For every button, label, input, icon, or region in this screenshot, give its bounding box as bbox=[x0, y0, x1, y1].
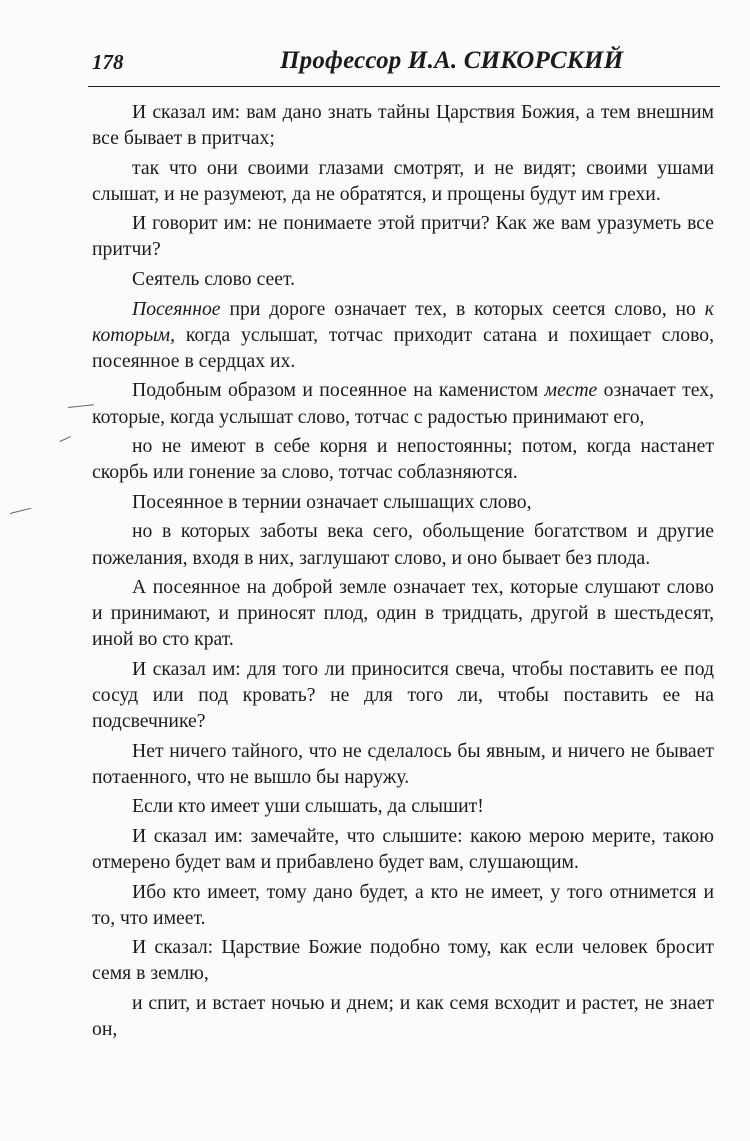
paragraph bbox=[92, 738, 714, 790]
text-run: когда услышат, тотчас приходит сатана и похищает слово, посеянное в сердцах их. bbox=[92, 323, 714, 372]
text-run: Нет ничего тайного, что не сделалось бы явным, и ничего не бывает потаенного, что не вышло бы наружу. bbox=[92, 739, 714, 788]
text-run: Подобным образом и посеянное на каменистом bbox=[132, 379, 545, 402]
paragraph bbox=[92, 823, 714, 875]
body-text bbox=[92, 99, 714, 1046]
text-run: но в которых заботы века сего, обольщение богатством и другие пожелания, входя в них, заглушают слово, и оно бывает без плода. bbox=[92, 520, 714, 569]
paragraph bbox=[92, 518, 714, 570]
paragraph bbox=[92, 377, 714, 429]
italic-text-run: к которым, bbox=[92, 297, 714, 346]
paragraph bbox=[92, 433, 714, 485]
paragraph bbox=[92, 934, 714, 986]
paragraph bbox=[92, 656, 714, 734]
paragraph bbox=[92, 266, 714, 292]
text-run: И сказал им: замечайте, что слышите: какою мерою мерите, такою отмерено будет вам и прибавлено будет вам, слушающим. bbox=[92, 824, 714, 874]
paragraph bbox=[92, 879, 714, 931]
paragraph bbox=[92, 296, 714, 374]
text-run: И сказал: Царствие Божие подобно тому, как если человек бросит семя в землю, bbox=[92, 936, 714, 985]
margin-pencil-mark bbox=[68, 404, 94, 408]
margin-pencil-mark bbox=[60, 436, 71, 442]
paragraph bbox=[92, 990, 714, 1042]
page-header bbox=[88, 46, 720, 87]
paragraph bbox=[92, 574, 714, 652]
paragraph bbox=[92, 793, 714, 819]
text-run: и спит, и встает ночью и днем; и как семя всходит и растет, не знает он, bbox=[92, 992, 714, 1041]
italic-text-run: месте bbox=[544, 379, 598, 402]
italic-text-run: Посеянное bbox=[132, 297, 221, 320]
text-run: означает тех, которые, когда услышат слово, тотчас с радостью принимают его, bbox=[92, 379, 714, 428]
text-run: И сказал им: вам дано знать тайны Царствия Божия, а тем внешним все бывает в притчах; bbox=[92, 101, 714, 150]
text-run: Если кто имеет уши слышать, да слышит! bbox=[132, 795, 484, 818]
text-run: А посеянное на доброй земле означает тех, которые слушают слово и принимают, и приносят плод, один в тридцать, другой в шестьдесят, иной во сто крат. bbox=[92, 576, 714, 651]
text-run: при дороге означает тех, в которых сеется слово, но bbox=[220, 297, 705, 320]
paragraph bbox=[92, 155, 714, 207]
page-number: 178 bbox=[92, 50, 124, 74]
running-head: Профессор И.А. СИКОРСКИЙ bbox=[280, 47, 624, 74]
text-run: Сеятель слово сеет. bbox=[132, 268, 296, 291]
text-run: И сказал им: для того ли приносится свеча, чтобы поставить ее под сосуд или под кровать? не для того ли, чтобы поставить ее на подсвечнике? bbox=[92, 657, 714, 733]
text-run: Ибо кто имеет, тому дано будет, а кто не имеет, у того отнимется и то, что имеет. bbox=[92, 880, 714, 929]
margin-pencil-mark bbox=[10, 508, 32, 515]
text-run: так что они своими глазами смотрят, и не видят; своими ушами слышат, и не разумеют, да не обратятся, и прощены будут им грехи. bbox=[92, 156, 714, 205]
paragraph bbox=[92, 489, 714, 515]
paragraph bbox=[92, 210, 714, 262]
paragraph bbox=[92, 99, 714, 151]
text-run: Посеянное в тернии означает слышащих слово, bbox=[132, 490, 532, 513]
text-run: но не имеют в себе корня и непостоянны; потом, когда настанет скорбь или гонение за слово, тотчас соблазняются. bbox=[92, 435, 714, 484]
text-run: И говорит им: не понимаете этой притчи? Как же вам уразуметь все притчи? bbox=[92, 212, 714, 261]
